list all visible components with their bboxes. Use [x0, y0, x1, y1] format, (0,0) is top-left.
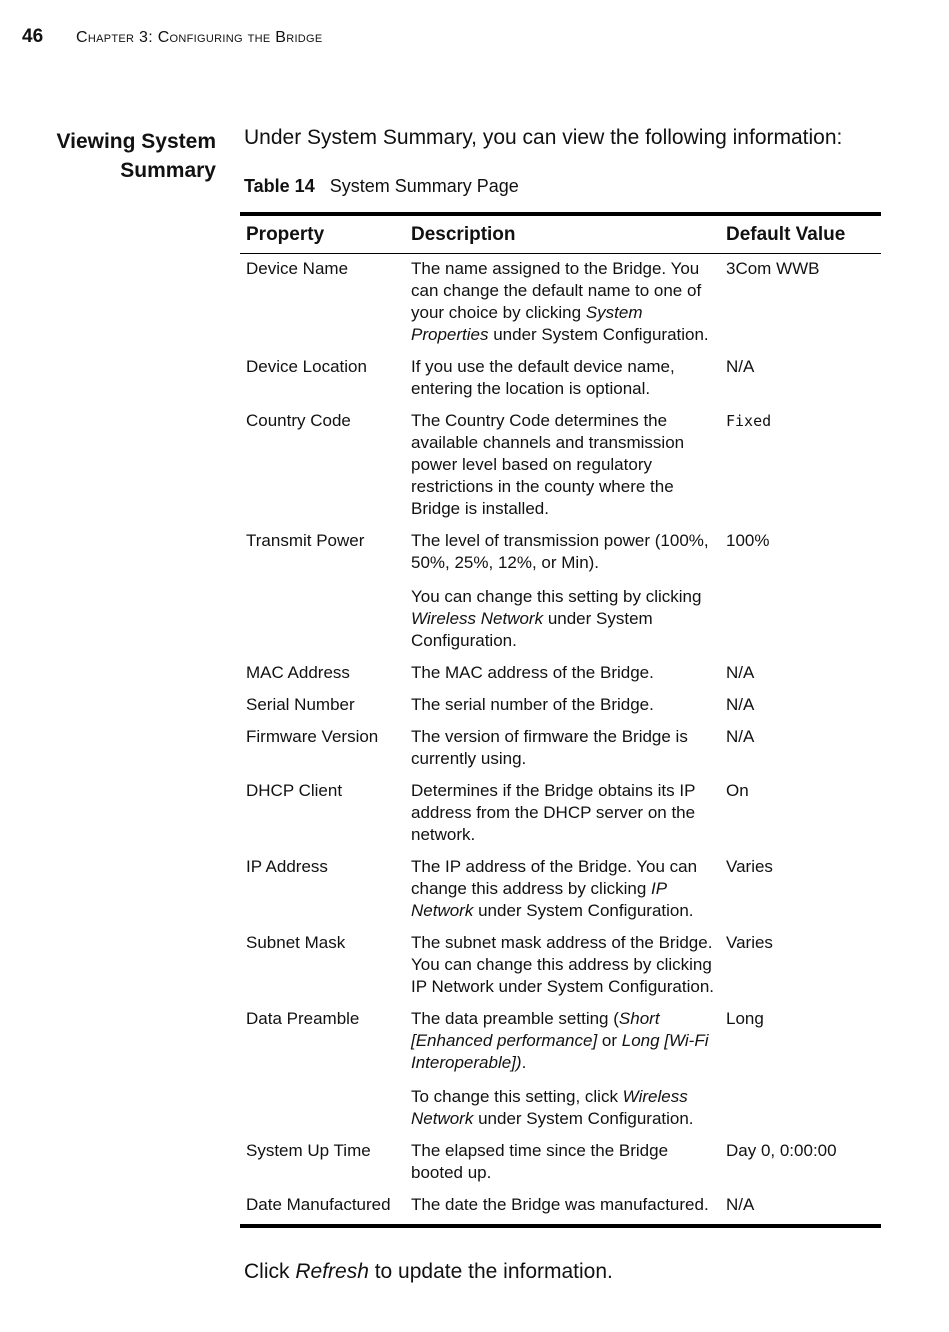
cell-description: [405, 690, 720, 722]
cell-property: Date Manufactured: [240, 1190, 405, 1226]
emphasis-text: System Properties: [411, 303, 643, 344]
description-text: under System Configuration.: [473, 901, 694, 920]
description-paragraph: [411, 530, 714, 574]
description-text: Determines if the Bridge obtains its IP address from the DHCP server on the network.: [411, 781, 696, 844]
description-paragraph: [411, 662, 714, 684]
description-paragraph: [411, 694, 714, 716]
table-caption-title: System Summary Page: [329, 176, 519, 196]
description-paragraph: [411, 586, 714, 652]
description-text: The subnet mask address of the Bridge. You can change this address by clicking IP Network under System Configuration.: [411, 933, 714, 996]
description-paragraph: [411, 726, 714, 770]
cell-description: [405, 1004, 720, 1136]
closing-text: to update the information.: [368, 1260, 613, 1283]
cell-default-value: Varies: [726, 857, 773, 876]
cell-description: [405, 352, 720, 406]
description-text: under System Configuration.: [411, 609, 653, 650]
table-caption-number: Table 14: [244, 176, 315, 196]
description-text: under System Configuration.: [488, 325, 709, 344]
description-text: or: [597, 1031, 622, 1050]
table-row: [240, 690, 881, 722]
table-row: [240, 776, 881, 852]
description-text: The data preamble setting (: [411, 1009, 619, 1028]
cell-default-value: Day 0, 0:00:00: [726, 1141, 837, 1160]
table-row: [240, 406, 881, 526]
cell-property: MAC Address: [246, 663, 350, 682]
description-text: The serial number of the Bridge.: [411, 695, 654, 714]
system-summary-table: [240, 212, 881, 1228]
cell-description: [405, 1136, 720, 1190]
emphasis-text: Short [Enhanced performance]: [411, 1009, 660, 1050]
header-description: Description: [405, 214, 720, 254]
cell-description: [405, 852, 720, 928]
cell-default-value: N/A: [726, 357, 755, 376]
cell-description: [405, 1190, 720, 1226]
table-row: [240, 352, 881, 406]
description-text: The elapsed time since the Bridge booted up.: [411, 1141, 669, 1182]
cell-description: [405, 254, 720, 353]
table-row: [240, 1004, 881, 1136]
page-number: 46: [22, 26, 44, 47]
intro-paragraph: Under System Summary, you can view the following information:: [244, 126, 843, 149]
description-paragraph: [411, 780, 714, 846]
description-text: You can change this setting by clicking: [411, 587, 702, 606]
cell-default-value: N/A: [726, 695, 755, 714]
section-heading-line-2: Summary: [120, 159, 216, 182]
cell-default-value: 100%: [726, 531, 770, 550]
emphasis-text: Wireless Network: [411, 1087, 688, 1128]
refresh-emphasis: Refresh: [295, 1260, 369, 1283]
description-paragraph: [411, 356, 714, 400]
cell-property: IP Address: [246, 857, 328, 876]
description-text: The level of transmission power (100%, 50%, 25%, 12%, or Min).: [411, 531, 709, 572]
cell-default-value: On: [726, 781, 749, 800]
table-row: [240, 852, 881, 928]
table-row: [240, 928, 881, 1004]
cell-property: Device Name: [246, 259, 349, 278]
cell-description: [405, 722, 720, 776]
cell-property: Transmit Power: [246, 531, 365, 550]
description-text: under System Configuration.: [473, 1109, 694, 1128]
cell-default-value: N/A: [720, 1190, 881, 1226]
description-paragraph: [411, 932, 714, 998]
description-paragraph: [411, 1086, 714, 1130]
cell-description: [405, 928, 720, 1004]
description-text: The IP address of the Bridge. You can change this address by clicking: [411, 857, 698, 898]
description-text: The date the Bridge was manufactured.: [411, 1195, 709, 1214]
description-text: .: [521, 1053, 527, 1072]
chapter-title: Chapter 3: Configuring the Bridge: [76, 29, 323, 46]
header-default-value: Default Value: [720, 214, 881, 254]
table-row: [240, 254, 881, 353]
cell-property: Country Code: [246, 411, 351, 430]
table-row: [240, 722, 881, 776]
cell-default-value: Long: [726, 1009, 764, 1028]
table-row: [240, 526, 881, 658]
table-row: [240, 658, 881, 690]
section-heading-line-1: Viewing System: [56, 130, 216, 153]
emphasis-text: IP Network: [411, 879, 667, 920]
section-heading: [30, 127, 216, 185]
cell-default-value: N/A: [726, 663, 755, 682]
table-row: [240, 1190, 881, 1226]
cell-description: [405, 406, 720, 526]
description-paragraph: [411, 1194, 714, 1216]
emphasis-text: Wireless Network: [411, 609, 544, 628]
cell-property: Data Preamble: [246, 1009, 360, 1028]
closing-text: Click: [244, 1260, 296, 1283]
description-paragraph: [411, 856, 714, 922]
description-text: To change this setting, click: [411, 1087, 623, 1106]
cell-description: [405, 658, 720, 690]
cell-property: System Up Time: [246, 1141, 371, 1160]
cell-description: [405, 776, 720, 852]
cell-property: Serial Number: [246, 695, 355, 714]
table-header-row: [240, 214, 881, 254]
description-text: If you use the default device name, entering the location is optional.: [411, 357, 675, 398]
cell-default-value: Fixed: [726, 412, 772, 430]
cell-property: Firmware Version: [246, 727, 379, 746]
cell-default-value: N/A: [726, 727, 755, 746]
table-row: [240, 1136, 881, 1190]
description-text: The MAC address of the Bridge.: [411, 663, 654, 682]
description-paragraph: [411, 1140, 714, 1184]
cell-description: [405, 526, 720, 658]
cell-property: DHCP Client: [246, 781, 343, 800]
table-caption: [244, 176, 519, 197]
cell-property: Device Location: [246, 357, 367, 376]
description-text: The Country Code determines the available channels and transmission power level based on regulatory restrictions in the county where the Bridge is installed.: [411, 411, 685, 518]
running-header: [22, 26, 323, 48]
cell-default-value: 3Com WWB: [726, 259, 820, 278]
description-text: The name assigned to the Bridge. You can change the default name to one of your choice by clicking: [411, 259, 702, 322]
cell-property: Subnet Mask: [246, 933, 346, 952]
header-property: Property: [240, 214, 405, 254]
cell-default-value: Varies: [726, 933, 773, 952]
description-paragraph: [411, 1008, 714, 1074]
closing-paragraph: [244, 1260, 613, 1284]
emphasis-text: Long [Wi-Fi Interoperable]): [411, 1031, 709, 1072]
table-body: [240, 254, 881, 1227]
description-paragraph: [411, 258, 714, 346]
description-paragraph: [411, 410, 714, 520]
description-text: The version of firmware the Bridge is currently using.: [411, 727, 688, 768]
